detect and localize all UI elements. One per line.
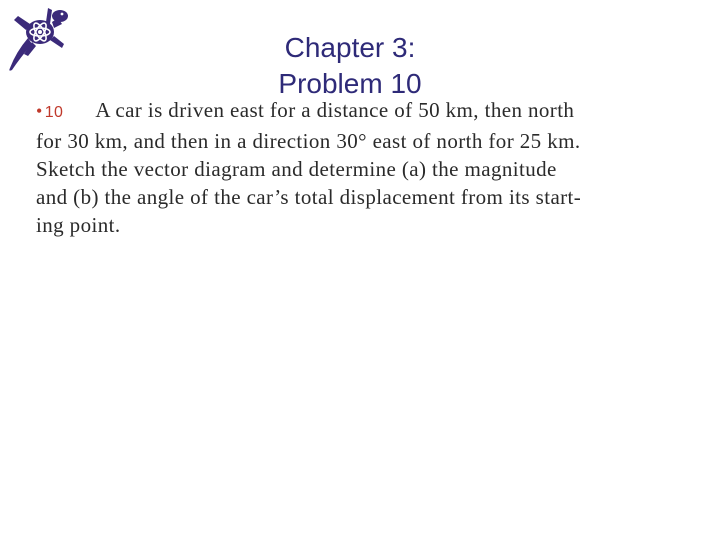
slide-title <box>200 30 500 102</box>
problem-line <box>36 96 676 127</box>
problem-text-4: and (b) the angle of the car’s total displacement from its start- <box>36 185 582 209</box>
lizard-atom-logo-icon <box>2 2 74 74</box>
problem-text-3: Sketch the vector diagram and determine (a) the magnitude <box>36 157 557 181</box>
title-line-2: Problem 10 <box>278 68 422 99</box>
problem-text-1: A car is driven east for a distance of 50 km, then north <box>95 98 575 122</box>
problem-text-2: for 30 km, and then in a direction 30° east of north for 25 km. <box>36 129 581 153</box>
bullet-dot-icon: • <box>36 101 43 121</box>
title-line-1: Chapter 3: <box>284 32 416 63</box>
problem-text-5: ing point. <box>36 213 121 237</box>
problem-statement <box>36 96 676 239</box>
problem-number: 10 <box>44 104 64 121</box>
